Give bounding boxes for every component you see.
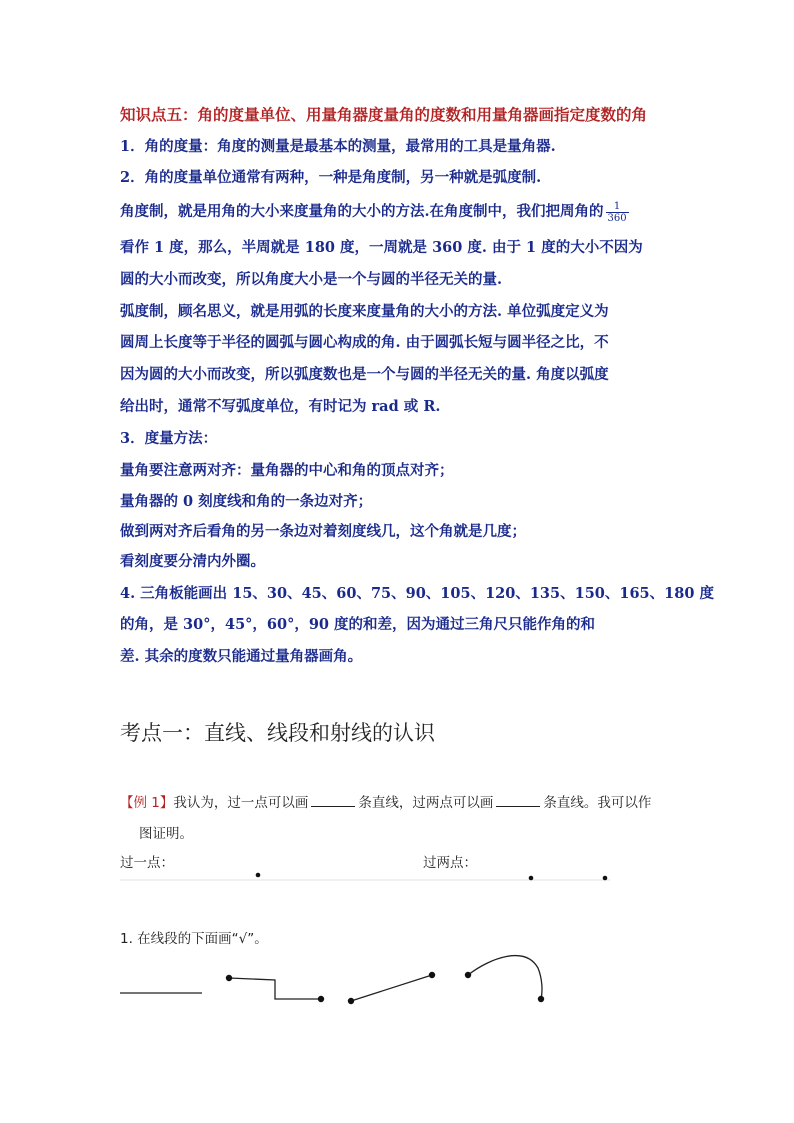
para-10-line-3: 差. 其余的度数只能通过量角器画角。 <box>120 648 363 665</box>
figure-line-segment <box>351 975 432 1001</box>
example-text-b: 条直线，过两点可以画 <box>358 795 494 811</box>
example-text-c: 条直线。我可以作 <box>543 795 652 811</box>
single-point <box>256 873 261 878</box>
figure-curve <box>468 956 542 999</box>
curve-end-point <box>538 996 544 1002</box>
example-1-line-2: 图证明。 <box>139 826 193 842</box>
para-10-line-1: 4. 三角板能画出 15、30、45、60、75、90、105、120、135、150、165、180 度 <box>120 585 714 602</box>
exercise-1-text: 1. 在线段的下面画“√”。 <box>120 931 268 947</box>
para-4-line-3: 因为圆的大小而改变，所以弧度数也是一个与圆的半径无关的量. 角度以弧度 <box>120 366 609 383</box>
fraction-numerator: 1 <box>606 201 629 213</box>
two-points-point-b <box>603 876 608 881</box>
para-1: 1．角的度量：角度的测量是最基本的测量，最常用的工具是量角器. <box>120 138 556 155</box>
broken-line-start-point <box>226 975 232 981</box>
label-two-points: 过两点： <box>423 855 477 871</box>
two-points-point-a <box>529 876 534 881</box>
figure-broken-line <box>229 978 321 999</box>
para-4-line-1: 弧度制，顾名思义，就是用弧的长度来度量角的大小的方法. 单位弧度定义为 <box>120 303 609 320</box>
fraction-denominator: 360 <box>607 212 627 224</box>
broken-line-end-point <box>318 996 324 1002</box>
section-title: 考点一：直线、线段和射线的认识 <box>120 721 435 745</box>
para-6: 量角要注意两对齐：量角器的中心和角的顶点对齐； <box>120 462 454 479</box>
example-text-a: 我认为，过一点可以画 <box>173 795 309 811</box>
para-3-text: 角度制，就是用角的大小来度量角的大小的方法.在角度制中，我们把周角的 <box>120 203 604 220</box>
para-10-line-2: 的角，是 30°，45°，60°，90 度的和差，因为通过三角尺只能作角的和 <box>120 616 596 633</box>
para-3-line-2: 看作 1 度，那么，半周就是 180 度，一周就是 360 度. 由于 1 度的大小不因为 <box>120 239 643 256</box>
para-2: 2．角的度量单位通常有两种，一种是角度制，另一种就是弧度制. <box>120 169 542 186</box>
label-one-point: 过一点： <box>120 855 174 871</box>
segment-end-point-b <box>429 972 435 978</box>
para-4-line-4: 给出时，通常不写弧度单位，有时记为 rad 或 R. <box>120 398 441 415</box>
curve-start-point <box>465 972 471 978</box>
para-9: 看刻度要分清内外圈。 <box>120 553 265 570</box>
example-tag: 【例 1】 <box>120 795 174 811</box>
para-3-line-3: 圆的大小而改变，所以角度大小是一个与圆的半径无关的量. <box>120 271 503 288</box>
knowledge-title: 知识点五：角的度量单位、用量角器度量角的度数和用量角器画指定度数的角 <box>120 105 648 124</box>
para-7: 量角器的 0 刻度线和角的一条边对齐； <box>120 493 373 510</box>
para-4-line-2: 圆周上长度等于半径的圆弧与圆心构成的角. 由于圆弧长短与圆半径之比，不 <box>120 334 609 351</box>
para-8: 做到两对齐后看角的另一条边对着刻度线几，这个角就是几度； <box>120 523 526 540</box>
segment-end-point-a <box>348 998 354 1004</box>
para-5: 3．度量方法： <box>120 430 218 447</box>
